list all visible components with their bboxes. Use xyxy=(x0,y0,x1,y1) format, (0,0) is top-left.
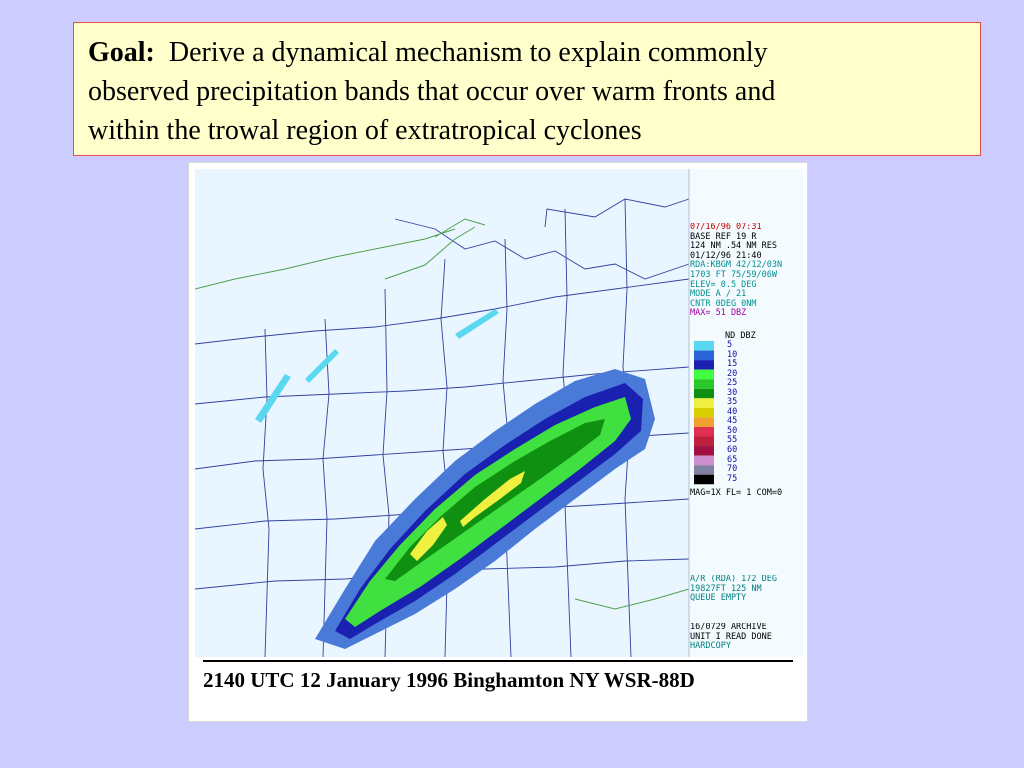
goal-box xyxy=(73,22,981,156)
readout-line: MODE A / 21 xyxy=(690,289,747,300)
goal-text-1: Derive a dynamical mechanism to explain commonly xyxy=(168,37,768,68)
readout-line: 01/12/96 21:40 xyxy=(690,250,762,261)
goal-label: Goal: xyxy=(88,37,155,68)
readout-line: MAX= 51 DBZ xyxy=(690,308,747,319)
legend-footer: MAG=1X FL= 1 COM=0 xyxy=(690,488,783,498)
legend-level-label: 45 xyxy=(727,416,738,427)
radar-caption: 2140 UTC 12 January 1996 Binghamton NY WSR-88D xyxy=(203,660,793,716)
legend-swatch xyxy=(694,417,714,427)
legend-level-label: 30 xyxy=(727,387,738,398)
legend-level-label: 50 xyxy=(727,425,738,436)
legend-swatch xyxy=(694,446,714,456)
legend-level-label: 15 xyxy=(727,359,738,370)
legend-swatch xyxy=(694,427,714,437)
archive-line: UNIT I READ DONE xyxy=(690,631,772,642)
status-line: A/R (RDA) 172 DEG xyxy=(690,575,777,584)
legend-level-label: 20 xyxy=(727,368,738,379)
legend-level-label: 55 xyxy=(727,435,738,446)
readout-line: 07/16/96 07:31 xyxy=(690,223,762,232)
status-line: QUEUE EMPTY xyxy=(690,593,747,604)
legend-swatch xyxy=(694,341,714,351)
legend-level-label: 65 xyxy=(727,454,738,465)
legend-swatch xyxy=(694,465,714,475)
legend-level-label: 75 xyxy=(727,473,738,484)
legend-swatch xyxy=(694,379,714,389)
legend-level-label: 10 xyxy=(727,349,738,360)
status-block xyxy=(690,575,808,604)
radar-figure xyxy=(188,162,808,722)
readout-line: 1703 FT 75/59/06W xyxy=(690,269,777,280)
goal-text-2: observed precipitation bands that occur over warm fronts and xyxy=(88,76,776,107)
legend-swatch xyxy=(694,370,714,380)
legend-swatch xyxy=(694,389,714,399)
legend-swatch xyxy=(694,398,714,408)
archive-line: HARDCOPY xyxy=(690,641,731,652)
readout-line: 124 NM .54 NM RES xyxy=(690,241,777,252)
legend-swatch xyxy=(694,351,714,361)
legend-level-label: 35 xyxy=(727,397,738,408)
archive-block xyxy=(690,623,808,652)
readout-line: ELEV= 0.5 DEG xyxy=(690,279,757,290)
legend-swatch xyxy=(694,408,714,418)
status-line: 19827FT 125 NM xyxy=(690,583,762,594)
readout-line: BASE REF 19 R xyxy=(690,231,757,242)
legend-swatch xyxy=(694,456,714,466)
goal-text-3: within the trowal region of extratropical cyclones xyxy=(88,115,642,146)
legend-level-label: 60 xyxy=(727,445,738,456)
legend-level-label: 40 xyxy=(727,406,738,417)
radar-readout xyxy=(690,223,808,319)
goal-line-1 xyxy=(88,33,966,72)
legend-level-label: 70 xyxy=(727,464,738,475)
readout-line: RDA:KBGM 42/12/03N xyxy=(690,260,783,271)
legend-level-label: 5 xyxy=(727,340,733,350)
legend-swatch xyxy=(694,475,714,485)
legend-labels xyxy=(727,341,737,484)
readout-line: CNTR 0DEG 0NM xyxy=(690,298,757,309)
legend-level-label: 25 xyxy=(727,378,738,389)
legend-swatch xyxy=(694,437,714,447)
dbz-legend xyxy=(694,331,718,491)
archive-line: 16/0729 ARCHIVE xyxy=(690,623,767,632)
legend-swatch xyxy=(694,360,714,370)
legend-header: ND DBZ xyxy=(725,331,756,341)
